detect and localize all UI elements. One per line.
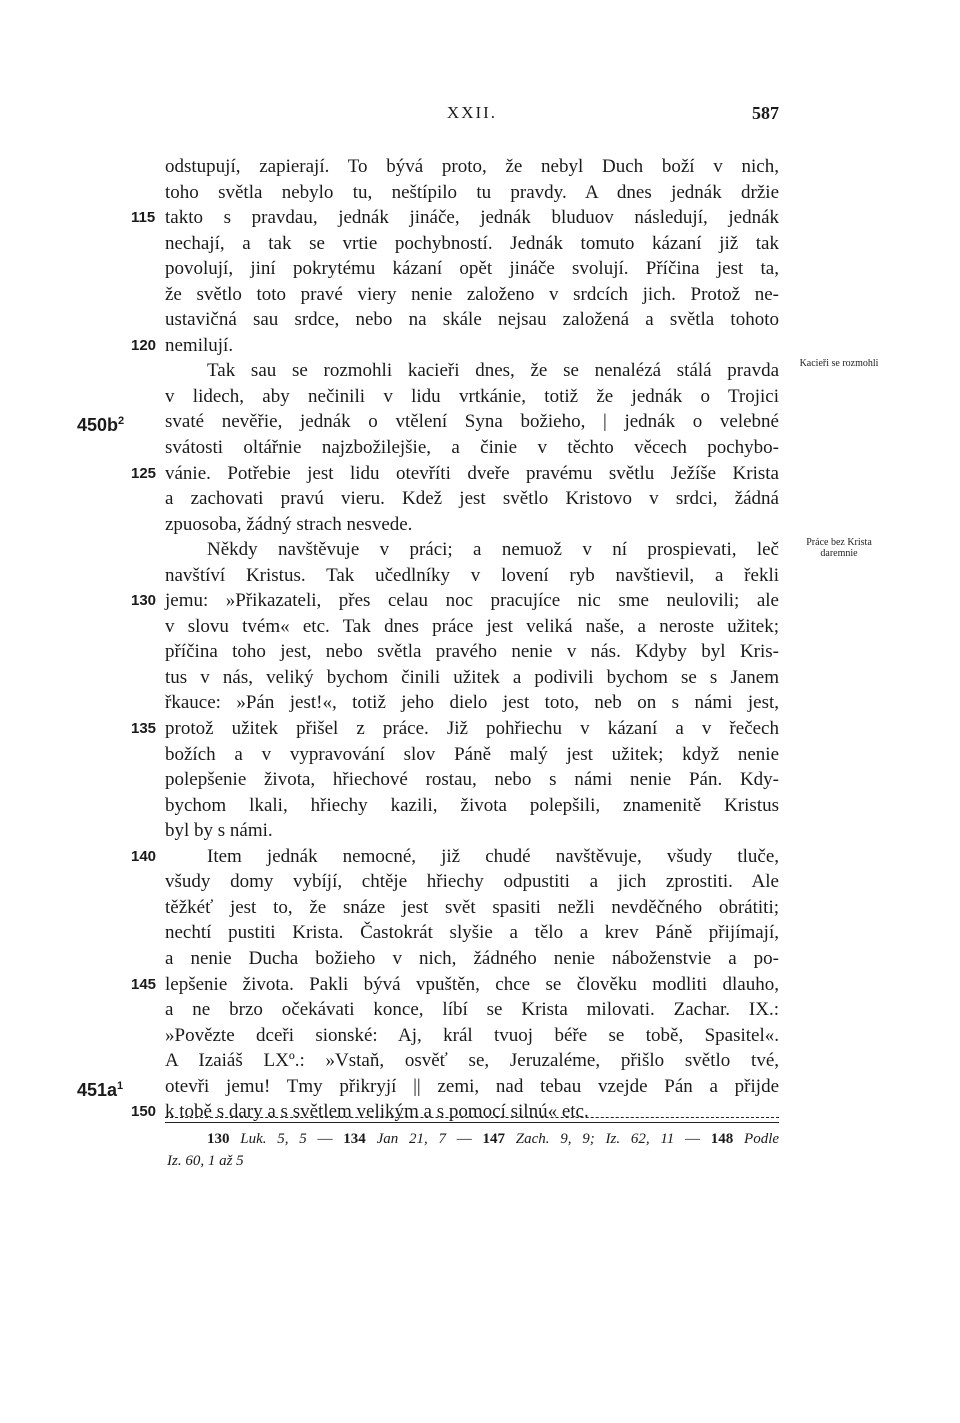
text-line bbox=[165, 1023, 779, 1049]
line-text: povolují, jiní pokrytému kázaní opět jináče svolují. Příčina jest ta, bbox=[165, 258, 779, 280]
text-line bbox=[165, 818, 779, 844]
text-line bbox=[165, 154, 779, 180]
line-text: ustavičná sau srdce, nebo na skále nejsau založená a světla tohoto bbox=[165, 309, 779, 331]
line-text: a nenie Ducha božieho v nich, žádného nenie náboženstvie a po- bbox=[165, 947, 779, 969]
line-text: Tak sau se rozmohli kacieři dnes, že se nenalézá stálá pravda bbox=[207, 360, 779, 382]
line-text: a ne brzo očekávati konce, líbí se Krista milovati. Zachar. IX.: bbox=[165, 999, 779, 1021]
footnote-reference: Zach. 9, 9; Iz. 62, 11 bbox=[515, 1131, 675, 1147]
line-text: svaté nevěřie, jednák o vtělení Syna božieho, | jednák o velebné bbox=[165, 411, 779, 433]
text-line bbox=[131, 1099, 779, 1125]
text-line bbox=[165, 435, 779, 461]
text-line bbox=[165, 358, 779, 384]
text-line bbox=[165, 614, 779, 640]
text-line bbox=[165, 639, 779, 665]
line-text: nechají, a tak se vrtie pochybností. Jednák tomuto kázaní již tak bbox=[165, 232, 779, 254]
text-line bbox=[165, 256, 779, 282]
folio-superscript: 2 bbox=[118, 415, 125, 428]
text-line bbox=[77, 1074, 779, 1100]
text-line bbox=[165, 537, 779, 563]
folio-mark bbox=[77, 409, 124, 439]
line-text: příčina toho jest, nebo světla pravého nenie v nás. Kdyby byl Kris- bbox=[165, 641, 779, 663]
footnote-reference: Luk. 5, 5 bbox=[240, 1131, 307, 1147]
footnote-line: Iz. 60, 1 až 5 bbox=[167, 1153, 244, 1169]
text-line bbox=[165, 946, 779, 972]
line-text: tus v nás, veliký bychom činili užitek a podivili bychom se s Janem bbox=[165, 666, 779, 688]
line-text: A Izaiáš LXº.: »Vstaň, osvěť se, Jeruzaléme, přišlo světlo tvé, bbox=[165, 1050, 779, 1072]
text-line bbox=[165, 512, 779, 538]
line-text: Někdy navštěvuje v práci; a nemuož v ní prospievati, leč bbox=[207, 539, 779, 561]
line-text: polepšenie života, hřiechové rostau, nebo s námi nenie Pán. Kdy- bbox=[165, 769, 779, 791]
margin-note: Kacieři se rozmohli bbox=[799, 358, 879, 369]
footnotes bbox=[167, 1128, 780, 1172]
running-header bbox=[165, 103, 779, 129]
line-text: toho světla nebylo tu, neštípilo tu pravdy. A dnes jednák držie bbox=[165, 181, 779, 203]
line-number: 115 bbox=[131, 209, 156, 227]
line-text: »Povězte dceři sionské: Aj, král tvuoj béře se tobě, Spasitel«. bbox=[165, 1024, 779, 1046]
line-number: 125 bbox=[131, 464, 157, 482]
line-number: 150 bbox=[131, 1103, 157, 1121]
text-line bbox=[165, 231, 779, 257]
line-text: navštíví Kristus. Tak učedlníky v lovení ryb navštievil, a řekli bbox=[165, 564, 779, 586]
line-text: Item jednák nemocné, již chudé navštěvuje, všudy tluče, bbox=[207, 845, 779, 867]
line-number: 120 bbox=[131, 336, 157, 354]
line-text: bychom lkali, hřiechy kazili, života polepšili, znamenitě Kristus bbox=[165, 794, 779, 816]
footnote-line-number: 148 bbox=[710, 1131, 734, 1147]
line-text: zpuosoba, žádný strach nesvede. bbox=[165, 513, 413, 535]
text-line bbox=[165, 920, 779, 946]
footnote-reference: Jan 21, 7 bbox=[376, 1131, 446, 1147]
text-line bbox=[165, 307, 779, 333]
footnote-rule bbox=[165, 1122, 779, 1123]
text-line bbox=[165, 767, 779, 793]
folio-mark bbox=[77, 1074, 123, 1104]
line-text: v slovu tvém« etc. Tak dnes práce jest veliká naše, a neroste užitek; bbox=[165, 615, 779, 637]
line-number: 130 bbox=[131, 592, 157, 610]
text-line bbox=[165, 895, 779, 921]
line-text: řkauce: »Pán jest!«, totiž jeho dielo jest toto, neb on s námi jest, bbox=[165, 692, 779, 714]
line-text: takto s pravdau, jednák jináče, jednák bluduov následují, jednák bbox=[165, 207, 779, 229]
text-line bbox=[131, 716, 779, 742]
text-line bbox=[165, 793, 779, 819]
footnote-reference: Podle bbox=[744, 1131, 780, 1147]
line-text: nechtí pustiti Krista. Častokrát slyšie a tělo a krev Páně přijímají, bbox=[165, 922, 779, 944]
line-text: vánie. Potřebie jest lidu otevříti dveře pravému světlu Ježíše Krista bbox=[165, 462, 779, 484]
folio-superscript: 1 bbox=[117, 1079, 124, 1092]
text-line bbox=[165, 563, 779, 589]
page-number: 587 bbox=[752, 103, 779, 123]
line-text: božích a v vypravování slov Páně malý jest užitek; když nenie bbox=[165, 743, 779, 765]
text-line bbox=[165, 180, 779, 206]
text-line bbox=[131, 205, 779, 231]
chapter-heading: XXII. bbox=[446, 103, 498, 122]
line-text: k tobě s dary a s světlem velikým a s pomocí silnú« etc. bbox=[165, 1101, 589, 1123]
line-text: těžkéť jest to, že snáze jest svět spasiti nežli nevděčného obrátiti; bbox=[165, 896, 779, 918]
line-number: 145 bbox=[131, 975, 157, 993]
folio-label: 450b bbox=[77, 415, 119, 436]
text-line bbox=[165, 1048, 779, 1074]
text-line bbox=[165, 384, 779, 410]
line-number: 135 bbox=[131, 720, 157, 738]
folio-label: 451a bbox=[77, 1079, 118, 1100]
line-number: 140 bbox=[131, 847, 157, 865]
line-text: protož užitek přišel z práce. Již pohřiechu v kázaní a v řečech bbox=[165, 718, 779, 740]
text-line bbox=[131, 333, 779, 359]
line-text: a zachovati pravú vieru. Kdež jest světlo Kristovo v srdci, žádná bbox=[165, 488, 779, 510]
text-line bbox=[165, 742, 779, 768]
line-text: v lidech, aby nečinili v lidu vrtkánie, totiž že jednák o Trojici bbox=[165, 385, 779, 407]
text-line bbox=[165, 997, 779, 1023]
line-text: jemu: »Přikazateli, přes celau noc pracujíce nic sme neulovili; ale bbox=[165, 590, 779, 612]
line-text: odstupují, zapierají. To bývá proto, že nebyl Duch boží v nich, bbox=[165, 156, 779, 177]
margin-note: Práce bez Krista daremnie bbox=[806, 537, 872, 559]
line-text: všudy domy vybíjí, chtěje hřiechy odpustiti a jich zprostiti. Ale bbox=[165, 871, 779, 893]
line-text: otevři jemu! Tmy přikryjí || zemi, nad tebau vzejde Pán a přijde bbox=[165, 1075, 779, 1097]
text-line bbox=[165, 869, 779, 895]
line-text: lepšenie života. Pakli bývá vpuštěn, chce se člověku modliti dlauho, bbox=[165, 973, 779, 995]
text-line bbox=[165, 282, 779, 308]
text-line bbox=[165, 486, 779, 512]
text-line bbox=[131, 844, 779, 870]
text-line bbox=[165, 690, 779, 716]
line-text: byl by s námi. bbox=[165, 820, 273, 842]
line-text: svátosti oltářnie najzbožilejšie, a činie v těchto věcech pochybo- bbox=[165, 437, 779, 459]
footnote-line-number: 134 bbox=[343, 1131, 366, 1147]
footnote-line: 130 Luk. 5, 5 — 134 Jan 21, 7 — 147 Zach. 9, 9; Iz. 62, 11 — 148 Podle bbox=[207, 1131, 780, 1147]
footnote-line-number: 147 bbox=[482, 1131, 505, 1147]
text-line bbox=[165, 665, 779, 691]
text-line bbox=[131, 461, 779, 487]
text-line bbox=[131, 972, 779, 998]
footnote-line-number: 130 bbox=[207, 1131, 230, 1147]
footnote-separator bbox=[165, 1117, 779, 1118]
text-line bbox=[131, 588, 779, 614]
line-text: nemilují. bbox=[165, 334, 234, 356]
text-line bbox=[77, 409, 779, 436]
main-text bbox=[77, 154, 779, 1125]
line-text: že světlo toto pravé viery nenie založeno v srdcích jich. Protož ne- bbox=[165, 283, 779, 305]
